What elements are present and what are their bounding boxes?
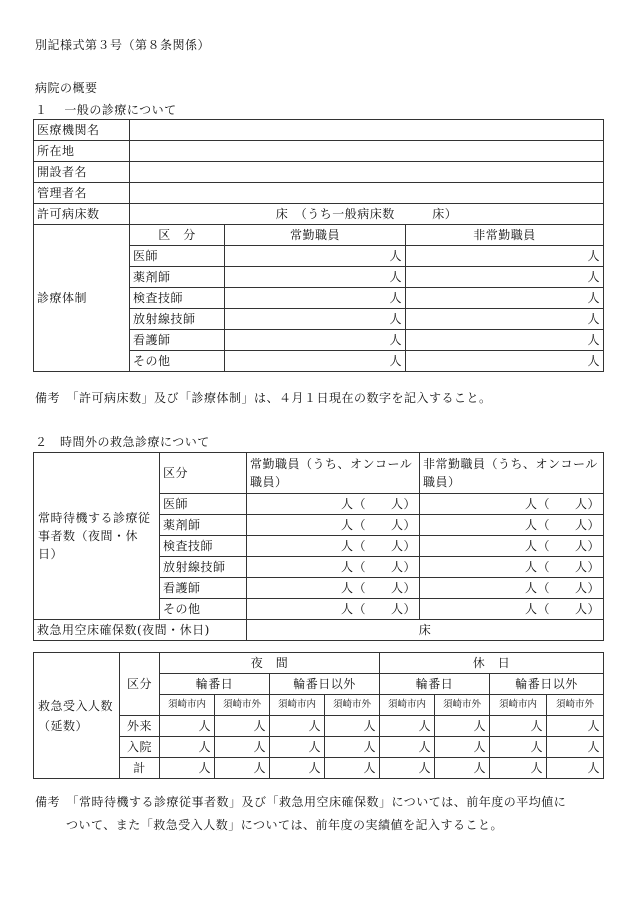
acceptance-count[interactable]: 人 bbox=[215, 758, 270, 779]
beds-label: 許可病床数 bbox=[34, 204, 130, 225]
acceptance-count[interactable]: 人 bbox=[380, 737, 435, 758]
night-non-duty-header: 輪番日以外 bbox=[270, 674, 380, 695]
section2-note-line2: ついて、また「救急受入人数」については、前年度の実績値を記入すること。 bbox=[66, 818, 504, 832]
founder-label: 開設者名 bbox=[34, 162, 130, 183]
general-care-table bbox=[33, 119, 604, 372]
standby-part-count[interactable]: 人（ 人） bbox=[420, 578, 604, 599]
standby-part-count[interactable]: 人（ 人） bbox=[420, 557, 604, 578]
standby-staff-table bbox=[33, 452, 604, 641]
acceptance-count[interactable]: 人 bbox=[547, 716, 604, 737]
full-time-count[interactable]: 人 bbox=[225, 351, 406, 372]
standby-part-count[interactable]: 人（ 人） bbox=[420, 494, 604, 515]
beds-field[interactable]: 床 （うち一般病床数 床） bbox=[130, 204, 604, 225]
emergency-acceptance-table bbox=[33, 652, 604, 779]
staff-role: 放射線技師 bbox=[130, 309, 225, 330]
address-label: 所在地 bbox=[34, 141, 130, 162]
standby-role: 検査技師 bbox=[160, 536, 247, 557]
institution-name-label: 医療機関名 bbox=[34, 120, 130, 141]
acceptance-count[interactable]: 人 bbox=[325, 758, 380, 779]
acceptance-count[interactable]: 人 bbox=[325, 716, 380, 737]
standby-role: 薬剤師 bbox=[160, 515, 247, 536]
part-time-header: 非常勤職員 bbox=[406, 225, 604, 246]
holiday-non-duty-header: 輪番日以外 bbox=[490, 674, 604, 695]
form-label: 別記様式第３号（第８条関係） bbox=[35, 38, 211, 52]
acceptance-category-header: 区分 bbox=[120, 653, 160, 716]
staff-role: 医師 bbox=[130, 246, 225, 267]
acceptance-count[interactable]: 人 bbox=[160, 716, 215, 737]
standby-full-count[interactable]: 人（ 人） bbox=[247, 599, 420, 620]
in-city-header: 須崎市内 bbox=[490, 695, 547, 716]
standby-category-header: 区分 bbox=[160, 453, 247, 494]
section1-note: 備考 「許可病床数」及び「診療体制」は、４月１日現在の数字を記入すること。 bbox=[35, 391, 492, 405]
full-time-count[interactable]: 人 bbox=[225, 246, 406, 267]
acceptance-count[interactable]: 人 bbox=[547, 758, 604, 779]
full-time-count[interactable]: 人 bbox=[225, 288, 406, 309]
part-time-count[interactable]: 人 bbox=[406, 288, 604, 309]
part-time-count[interactable]: 人 bbox=[406, 330, 604, 351]
holiday-header: 休 日 bbox=[380, 653, 604, 674]
table-row bbox=[34, 653, 604, 674]
section1-heading: １ 一般の診療について bbox=[35, 103, 177, 117]
part-time-count[interactable]: 人 bbox=[406, 246, 604, 267]
staff-role: 看護師 bbox=[130, 330, 225, 351]
acceptance-count[interactable]: 人 bbox=[547, 737, 604, 758]
part-time-count[interactable]: 人 bbox=[406, 309, 604, 330]
table-row bbox=[34, 183, 604, 204]
manager-label: 管理者名 bbox=[34, 183, 130, 204]
acceptance-label: 救急受入人数（延数） bbox=[34, 653, 120, 779]
outpatient-label: 外来 bbox=[120, 716, 160, 737]
table-row bbox=[34, 620, 604, 641]
section2-note-line1: 備考 「常時待機する診療従事者数」及び「救急用空床確保数」については、前年度の平均値に bbox=[35, 795, 567, 809]
out-city-header: 須崎市外 bbox=[325, 695, 380, 716]
standby-staff-label: 常時待機する診療従事者数（夜間・休日） bbox=[34, 453, 160, 620]
out-city-header: 須崎市外 bbox=[435, 695, 490, 716]
standby-role: 医師 bbox=[160, 494, 247, 515]
table-row bbox=[34, 225, 604, 246]
acceptance-count[interactable]: 人 bbox=[380, 758, 435, 779]
standby-role: 看護師 bbox=[160, 578, 247, 599]
full-time-header: 常勤職員 bbox=[225, 225, 406, 246]
acceptance-count[interactable]: 人 bbox=[490, 758, 547, 779]
total-label: 計 bbox=[120, 758, 160, 779]
standby-full-count[interactable]: 人（ 人） bbox=[247, 578, 420, 599]
section2-heading: ２ 時間外の救急診療について bbox=[35, 435, 210, 449]
table-row bbox=[34, 204, 604, 225]
standby-full-count[interactable]: 人（ 人） bbox=[247, 494, 420, 515]
acceptance-count[interactable]: 人 bbox=[490, 716, 547, 737]
table-row bbox=[34, 120, 604, 141]
standby-part-count[interactable]: 人（ 人） bbox=[420, 515, 604, 536]
part-time-count[interactable]: 人 bbox=[406, 351, 604, 372]
table-row bbox=[34, 141, 604, 162]
out-city-header: 須崎市外 bbox=[215, 695, 270, 716]
acceptance-count[interactable]: 人 bbox=[435, 758, 490, 779]
out-city-header: 須崎市外 bbox=[547, 695, 604, 716]
table-row bbox=[34, 162, 604, 183]
acceptance-count[interactable]: 人 bbox=[215, 737, 270, 758]
standby-part-count[interactable]: 人（ 人） bbox=[420, 536, 604, 557]
acceptance-count[interactable]: 人 bbox=[490, 737, 547, 758]
part-time-count[interactable]: 人 bbox=[406, 267, 604, 288]
standby-role: 放射線技師 bbox=[160, 557, 247, 578]
manager-field[interactable] bbox=[130, 183, 604, 204]
address-field[interactable] bbox=[130, 141, 604, 162]
acceptance-count[interactable]: 人 bbox=[270, 716, 325, 737]
staff-role: 薬剤師 bbox=[130, 267, 225, 288]
standby-full-time-header: 常勤職員（うち、オンコール職員） bbox=[247, 453, 420, 494]
acceptance-count[interactable]: 人 bbox=[215, 716, 270, 737]
document-title: 病院の概要 bbox=[35, 81, 98, 95]
emergency-beds-field[interactable]: 床 bbox=[247, 620, 604, 641]
full-time-count[interactable]: 人 bbox=[225, 267, 406, 288]
full-time-count[interactable]: 人 bbox=[225, 309, 406, 330]
standby-full-count[interactable]: 人（ 人） bbox=[247, 515, 420, 536]
full-time-count[interactable]: 人 bbox=[225, 330, 406, 351]
founder-field[interactable] bbox=[130, 162, 604, 183]
table-row bbox=[34, 453, 604, 494]
standby-role: その他 bbox=[160, 599, 247, 620]
staff-role: 検査技師 bbox=[130, 288, 225, 309]
acceptance-count[interactable]: 人 bbox=[325, 737, 380, 758]
staff-category-header: 区 分 bbox=[130, 225, 225, 246]
standby-full-count[interactable]: 人（ 人） bbox=[247, 557, 420, 578]
night-header: 夜 間 bbox=[160, 653, 380, 674]
standby-full-count[interactable]: 人（ 人） bbox=[247, 536, 420, 557]
table-row bbox=[34, 758, 604, 779]
institution-name-field[interactable] bbox=[130, 120, 604, 141]
acceptance-count[interactable]: 人 bbox=[435, 716, 490, 737]
acceptance-count[interactable]: 人 bbox=[435, 737, 490, 758]
standby-part-time-header: 非常勤職員（うち、オンコール職員） bbox=[420, 453, 604, 494]
holiday-duty-day-header: 輪番日 bbox=[380, 674, 490, 695]
acceptance-count[interactable]: 人 bbox=[380, 716, 435, 737]
in-city-header: 須崎市内 bbox=[160, 695, 215, 716]
table-row bbox=[34, 716, 604, 737]
inpatient-label: 入院 bbox=[120, 737, 160, 758]
emergency-beds-label: 救急用空床確保数(夜間・休日) bbox=[34, 620, 247, 641]
acceptance-count[interactable]: 人 bbox=[160, 758, 215, 779]
staff-system-label: 診療体制 bbox=[34, 225, 130, 372]
night-duty-day-header: 輪番日 bbox=[160, 674, 270, 695]
acceptance-count[interactable]: 人 bbox=[160, 737, 215, 758]
in-city-header: 須崎市内 bbox=[270, 695, 325, 716]
acceptance-count[interactable]: 人 bbox=[270, 737, 325, 758]
acceptance-count[interactable]: 人 bbox=[270, 758, 325, 779]
standby-part-count[interactable]: 人（ 人） bbox=[420, 599, 604, 620]
table-row bbox=[34, 737, 604, 758]
in-city-header: 須崎市内 bbox=[380, 695, 435, 716]
staff-role: その他 bbox=[130, 351, 225, 372]
